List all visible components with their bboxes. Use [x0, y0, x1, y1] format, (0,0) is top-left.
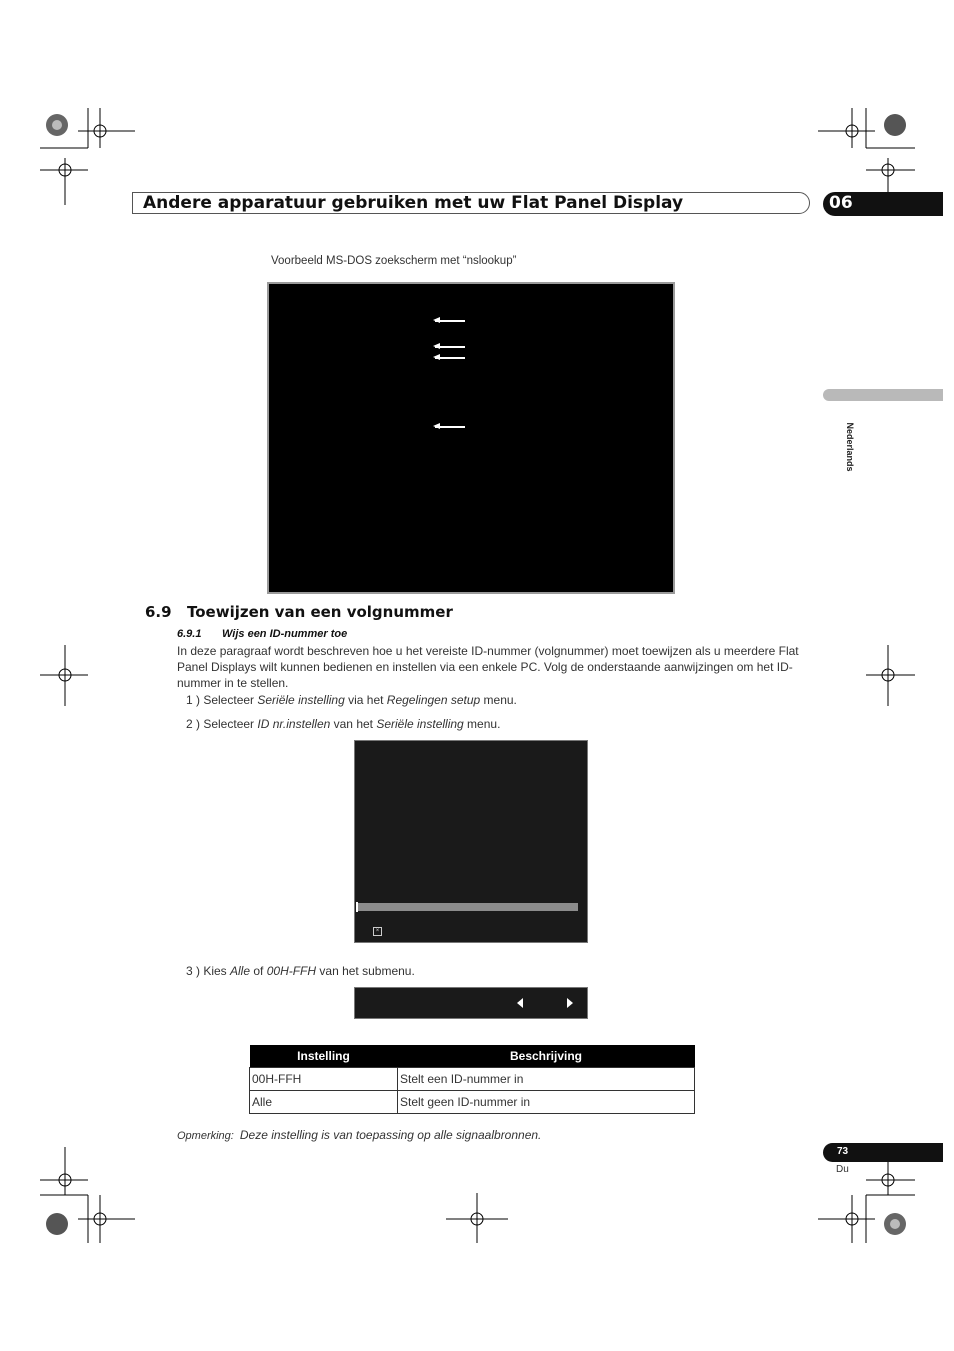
serial-settings-menu-screenshot — [354, 740, 588, 943]
step-1 — [186, 693, 517, 707]
menu-cursor — [356, 902, 358, 912]
table-cell: 00H-FFH — [250, 1068, 398, 1091]
note-label: Opmerking: — [177, 1130, 234, 1142]
page-number: 73 — [837, 1146, 849, 1157]
language-label: Nederlands — [845, 422, 855, 472]
table-row — [250, 1091, 695, 1114]
ms-dos-screenshot — [267, 282, 675, 594]
step-text: 1 ) Selecteer — [186, 693, 258, 707]
body-paragraph: In deze paragraaf wordt beschreven hoe u het vereiste ID-nummer (volgnummer) moet toewijzen als u meerdere Flat Panel Displays wilt kunnen bedienen en instellen via een enkele PC. Volg de onderstaande aanwijzingen om het ID-nummer in te stellen. — [177, 644, 799, 690]
arrow-indicator — [435, 320, 465, 322]
step-text: menu. — [463, 717, 501, 731]
note-text: Deze instelling is van toepassing op alle signaalbronnen. — [239, 1128, 542, 1142]
step-text: van het submenu. — [316, 964, 415, 978]
figure-caption: Voorbeeld MS-DOS zoekscherm met “nslookup” — [271, 255, 517, 267]
close-icon: × — [373, 927, 382, 936]
menu-highlight-bar — [357, 903, 578, 911]
step-3 — [186, 964, 415, 978]
language-code: Du — [836, 1164, 849, 1175]
section-title: Toewijzen van een volgnummer — [187, 603, 453, 621]
arrow-indicator — [435, 426, 465, 428]
arrow-left-icon — [517, 998, 523, 1008]
step-emphasis: Seriële instelling — [376, 717, 464, 731]
page-number-badge — [823, 1143, 943, 1162]
step-emphasis: ID nr.instellen — [257, 717, 331, 731]
subsection-number: 6.9.1 — [177, 628, 202, 640]
table-cell: Alle — [250, 1091, 398, 1114]
table-cell: Stelt een ID-nummer in — [398, 1068, 695, 1091]
settings-table — [249, 1045, 695, 1114]
subsection-heading — [177, 628, 347, 640]
arrow-indicator — [435, 357, 465, 359]
language-tab — [823, 389, 943, 401]
arrow-right-icon — [567, 998, 573, 1008]
table-header-row — [250, 1045, 695, 1068]
step-text: menu. — [480, 693, 517, 707]
step-text: 3 ) Kies — [186, 964, 231, 978]
column-header: Beschrijving — [398, 1045, 695, 1068]
step-emphasis: Regelingen setup — [386, 693, 481, 707]
step-2 — [186, 717, 500, 731]
step-text: van het — [330, 717, 377, 731]
table-cell: Stelt geen ID-nummer in — [398, 1091, 695, 1114]
note — [177, 1128, 541, 1142]
id-submenu-screenshot — [354, 987, 588, 1019]
section-heading — [145, 603, 453, 621]
section-number: 6.9 — [145, 603, 172, 621]
step-text: via het — [344, 693, 387, 707]
arrow-indicator — [435, 346, 465, 348]
subsection-title: Wijs een ID-nummer toe — [222, 628, 348, 640]
table-row — [250, 1068, 695, 1091]
column-header: Instelling — [250, 1045, 398, 1068]
chapter-title: Andere apparatuur gebruiken met uw Flat Panel Display — [143, 193, 684, 213]
chapter-number: 06 — [829, 193, 853, 213]
step-text: 2 ) Selecteer — [186, 717, 258, 731]
step-text: of — [250, 964, 267, 978]
chapter-number-badge — [823, 192, 943, 216]
step-emphasis: Alle — [230, 964, 251, 978]
step-emphasis: Seriële instelling — [257, 693, 345, 707]
step-emphasis: 00H-FFH — [266, 964, 317, 978]
